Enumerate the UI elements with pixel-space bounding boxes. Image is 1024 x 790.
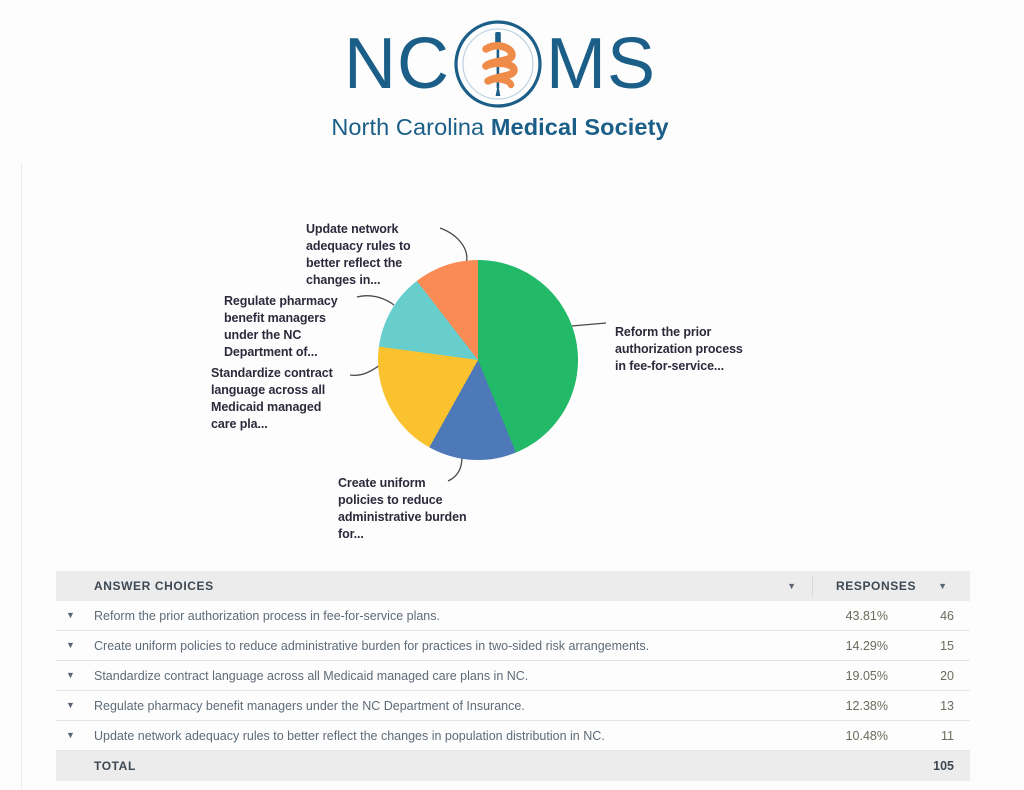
row-percent: 19.05% (845, 668, 888, 683)
pie-chart (0, 165, 1024, 565)
row-choice-label: Reform the prior authorization process in fee-for-service plans. (94, 608, 440, 623)
table-row (56, 691, 970, 721)
row-count: 46 (940, 608, 954, 623)
table-header-row (56, 571, 970, 601)
table-total-row (56, 751, 970, 781)
table-row (56, 721, 970, 751)
row-choice-cell (56, 729, 812, 743)
row-choice-label: Update network adequacy rules to better reflect the changes in population distribution in NC. (94, 728, 605, 743)
row-expand-icon[interactable]: ▼ (66, 610, 75, 620)
row-percent: 12.38% (845, 698, 888, 713)
row-percent: 14.29% (845, 638, 888, 653)
row-expand-icon[interactable]: ▼ (66, 670, 75, 680)
table-row (56, 601, 970, 631)
total-label-cell (56, 759, 812, 773)
ncms-logo (322, 14, 678, 156)
header-responses-label: RESPONSES (835, 579, 917, 593)
table-row (56, 631, 970, 661)
pie-label-standardize-contract: Standardize contract language across all Medicaid managed care pla... (211, 366, 333, 431)
row-choice-cell (56, 669, 812, 683)
row-count: 13 (940, 698, 954, 713)
pie-label-update-network: Update network adequacy rules to better reflect the changes in... (306, 222, 411, 287)
sort-responses-icon[interactable]: ▼ (938, 580, 947, 591)
pie-label-create-uniform: Create uniform policies to reduce administrative burden for... (338, 476, 467, 541)
row-expand-icon[interactable]: ▼ (66, 730, 75, 740)
row-expand-icon[interactable]: ▼ (66, 640, 75, 650)
logo-tagline (322, 116, 678, 140)
row-percent: 10.48% (845, 728, 888, 743)
total-label: TOTAL (94, 759, 136, 773)
results-table (56, 571, 970, 781)
row-expand-icon[interactable]: ▼ (66, 700, 75, 710)
row-percent: 43.81% (845, 608, 888, 623)
row-count: 11 (941, 728, 954, 743)
row-choice-cell (56, 609, 812, 623)
logo-nc-text: NC (344, 24, 450, 104)
logo-tagline-bold: Medical Society (490, 114, 669, 140)
row-choice-label: Regulate pharmacy benefit managers under the NC Department of Insurance. (94, 698, 525, 713)
header-answer-choices[interactable] (56, 579, 812, 593)
caduceus-circle-icon (452, 18, 544, 110)
logo-ms-text: MS (546, 24, 656, 104)
header-answer-choices-label: ANSWER CHOICES (94, 579, 214, 593)
table-row (56, 661, 970, 691)
row-choice-label: Create uniform policies to reduce administrative burden for practices in two-sided risk arrangements. (94, 638, 650, 653)
sort-answer-choices-icon[interactable]: ▼ (787, 580, 796, 591)
logo-tagline-regular: North Carolina (331, 114, 491, 140)
table-body (56, 601, 970, 751)
pie-disc (378, 260, 578, 460)
row-choice-cell (56, 639, 812, 653)
row-count: 20 (940, 668, 954, 683)
row-choice-label: Standardize contract language across all Medicaid managed care plans in NC. (94, 668, 529, 683)
pie-label-regulate-pharmacy: Regulate pharmacy benefit managers under the NC Department of... (224, 294, 338, 359)
total-count: 105 (933, 759, 954, 773)
logo-wordmark-row (322, 14, 678, 114)
header-responses[interactable] (812, 576, 970, 596)
row-choice-cell (56, 699, 812, 713)
pie-label-reform: Reform the prior authorization process in fee-for-service... (615, 325, 743, 373)
row-count: 15 (940, 638, 954, 653)
